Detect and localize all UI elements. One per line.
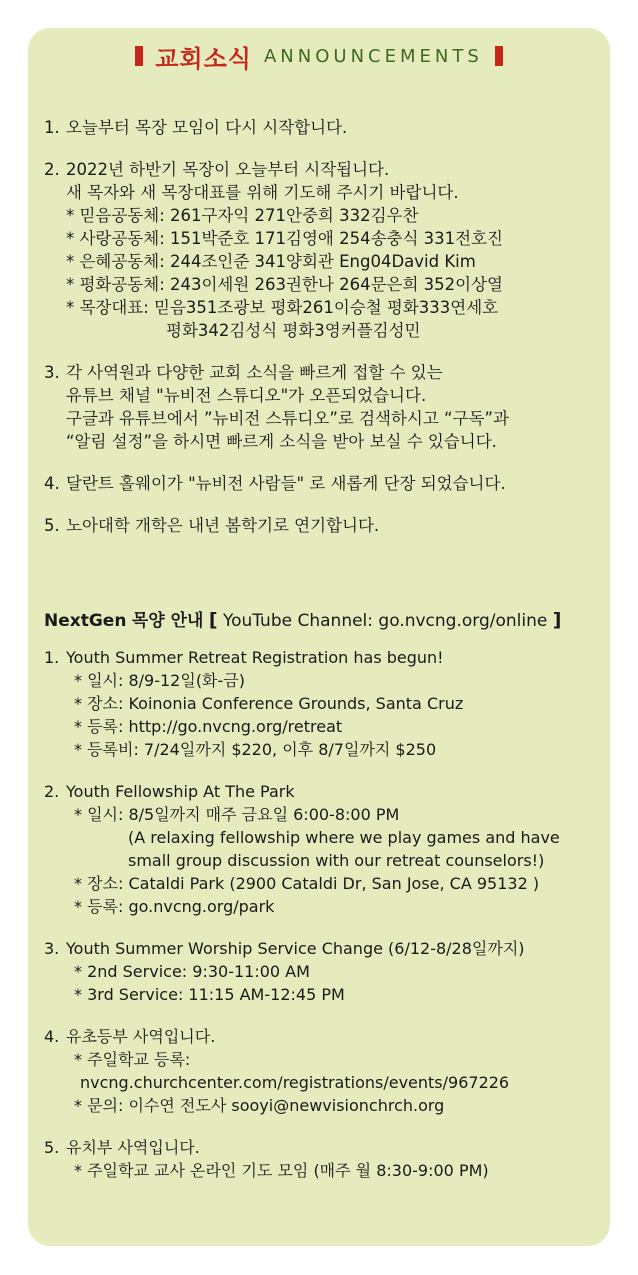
nextgen-heading (44, 606, 561, 631)
item-number: 3. (44, 363, 60, 382)
item-text: Youth Summer Worship Service Change (6/12-8/28일까지) (66, 939, 525, 958)
item-text: * 등록비: 7/24일까지 $220, 이후 8/7일까지 $250 (74, 740, 437, 759)
bracket-open: [ (208, 609, 218, 631)
item-text: * 장소: Cataldi Park (2900 Cataldi Dr, San Jose, CA 95132 ) (74, 874, 540, 893)
park-link[interactable]: * 등록: go.nvcng.org/park (74, 897, 275, 916)
nextgen-title-ko: 목양 안내 (131, 611, 204, 631)
nextgen-title-en: NextGen (44, 611, 127, 631)
item-text: 평화342김성식 평화3영커플김성민 (166, 321, 421, 340)
title-english: ANNOUNCEMENTS (263, 45, 483, 67)
announcement-item (44, 514, 604, 537)
announcement-item (44, 361, 604, 453)
item-number: 1. (44, 648, 60, 667)
item-text: * 사랑공동체: 151박준호 171김영애 254송충식 331전호진 (66, 229, 503, 248)
item-text: * 목장대표: 믿음351조광보 평화261이승철 평화333연세호 (66, 298, 499, 317)
header (28, 41, 610, 71)
item-text: 유치부 사역입니다. (66, 1138, 200, 1157)
item-text: * 일시: 8/9-12일(화-금) (74, 671, 245, 690)
item-text: 새 목자와 새 목장대표를 위해 기도해 주시기 바랍니다. (66, 183, 459, 202)
item-text: 2022년 하반기 목장이 오늘부터 시작됩니다. (66, 160, 390, 179)
item-number: 3. (44, 939, 60, 958)
nextgen-item (44, 780, 604, 918)
item-number: 5. (44, 516, 60, 535)
item-text: * 문의: 이수연 전도사 sooyi@newvisionchrch.org (74, 1096, 445, 1115)
nextgen-announcements (44, 646, 604, 1201)
item-text: Youth Fellowship At The Park (66, 782, 295, 801)
item-number: 4. (44, 474, 60, 493)
item-text: 유초등부 사역입니다. (66, 1027, 216, 1046)
item-text: * 일시: 8/5일까지 매주 금요일 6:00-8:00 PM (74, 805, 400, 824)
item-text: 노아대학 개학은 내년 봄학기로 연기합니다. (66, 516, 380, 535)
item-text: * 은혜공동체: 244조인준 341양회관 Eng04David Kim (66, 252, 476, 271)
announcement-item (44, 116, 604, 139)
title-korean: 교회소식 (155, 44, 252, 73)
item-text: * 믿음공동체: 261구자익 271안중희 332김우찬 (66, 206, 419, 225)
nextgen-item (44, 1136, 604, 1182)
announcement-item (44, 472, 604, 495)
item-text: “알림 설정”을 하시면 빠르게 소식을 받아 보실 수 있습니다. (66, 432, 497, 451)
item-text: * 평화공동체: 243이세원 263권한나 264문은희 352이상열 (66, 275, 503, 294)
item-text: 달란트 홀웨이가 "뉴비전 사람들" 로 새롭게 단장 되었습니다. (66, 474, 506, 493)
item-number: 2. (44, 782, 60, 801)
nextgen-item (44, 1025, 604, 1117)
nextgen-item (44, 646, 604, 761)
youtube-channel-link[interactable]: YouTube Channel: go.nvcng.org/online (222, 611, 548, 631)
left-bar-decoration (135, 46, 143, 66)
registration-link[interactable]: nvcng.churchcenter.com/registrations/events/967226 (80, 1073, 510, 1092)
item-text: Youth Summer Retreat Registration has begun! (66, 648, 444, 667)
item-text: 구글과 유튜브에서 ”뉴비전 스튜디오”로 검색하시고 “구독”과 (66, 409, 509, 428)
item-text: small group discussion with our retreat counselors!) (128, 851, 545, 870)
retreat-link[interactable]: * 등록: http://go.nvcng.org/retreat (74, 717, 343, 736)
announcement-item (44, 158, 604, 342)
item-text: 오늘부터 목장 모임이 다시 시작합니다. (66, 118, 348, 137)
item-text: (A relaxing fellowship where we play games and have (128, 828, 560, 847)
item-text: 유튜브 채널 "뉴비전 스튜디오"가 오픈되었습니다. (66, 386, 427, 405)
item-number: 5. (44, 1138, 60, 1157)
item-number: 4. (44, 1027, 60, 1046)
item-text: * 2nd Service: 9:30-11:00 AM (74, 962, 310, 981)
item-text: * 주일학교 등록: (74, 1050, 191, 1069)
bracket-close: ] (552, 609, 562, 631)
item-number: 1. (44, 118, 60, 137)
church-announcements (44, 116, 604, 556)
item-text: * 3rd Service: 11:15 AM-12:45 PM (74, 985, 345, 1004)
item-number: 2. (44, 160, 60, 179)
item-text: * 주일학교 교사 온라인 기도 모임 (매주 월 8:30-9:00 PM) (74, 1161, 489, 1180)
announcements-card (28, 28, 610, 1246)
item-text: * 장소: Koinonia Conference Grounds, Santa Cruz (74, 694, 464, 713)
right-bar-decoration (495, 46, 503, 66)
nextgen-item (44, 937, 604, 1006)
item-text: 각 사역원과 다양한 교회 소식을 빠르게 접할 수 있는 (66, 363, 443, 382)
